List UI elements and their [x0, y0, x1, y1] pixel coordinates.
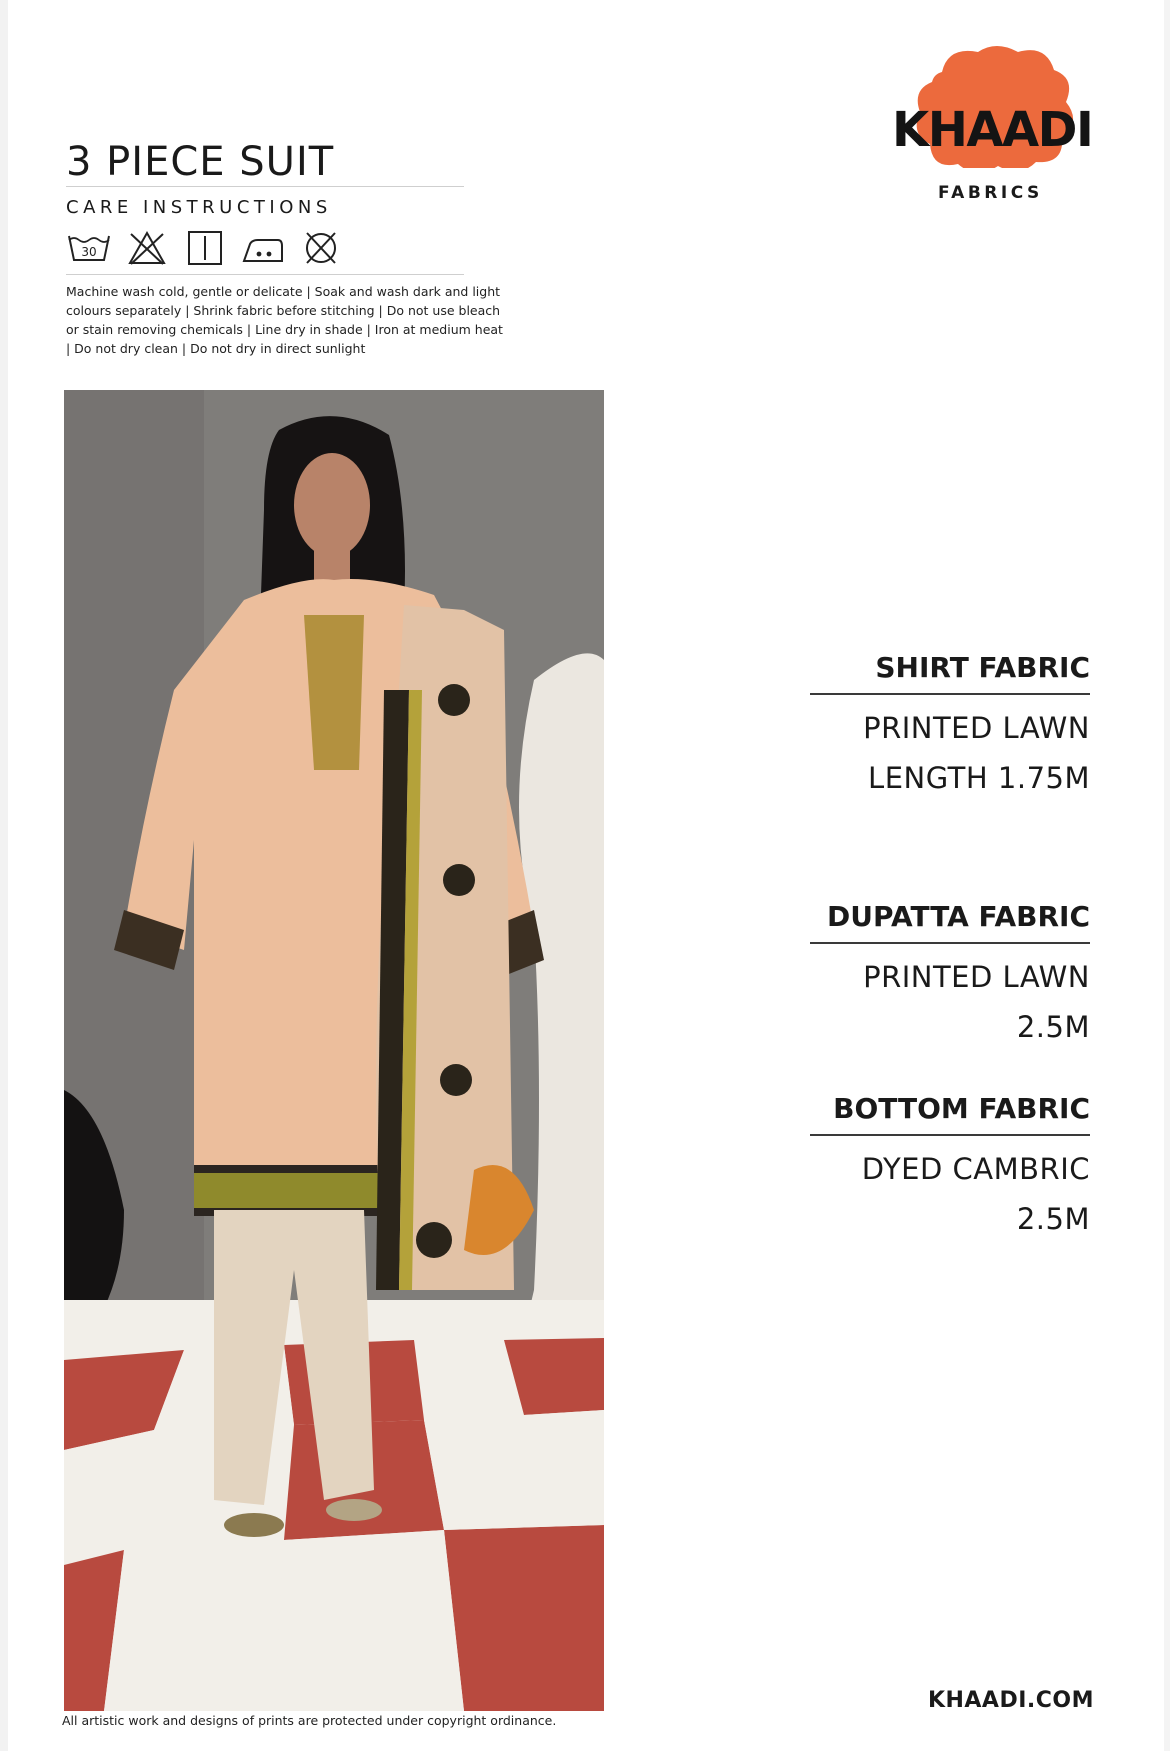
copyright-notice: All artistic work and designs of prints are protected under copyright ordinance. [62, 1713, 557, 1728]
bottom-fabric-heading: BOTTOM FABRIC [833, 1092, 1090, 1125]
brand-name: KHAADI [892, 102, 1093, 158]
page-edge [1164, 0, 1170, 1751]
no-bleach-icon [124, 228, 170, 268]
wash-30-icon [66, 228, 112, 268]
shirt-fabric-length: LENGTH 1.75M [868, 761, 1090, 795]
product-photo [64, 390, 604, 1711]
page-edge [0, 0, 8, 1751]
dupatta-fabric-type: PRINTED LAWN [863, 960, 1090, 994]
no-dry-clean-icon [298, 228, 344, 268]
divider [810, 1134, 1090, 1136]
care-instructions-text: Machine wash cold, gentle or delicate | Soak and wash dark and light colours separately | Shrink fabric before stitching | Do not use bleach or stain removing chemicals | Line dry in shade | Iron at medium heat | Do not dry clean | Do not dry in direct sunlight [66, 284, 503, 356]
divider [810, 693, 1090, 695]
dupatta-fabric-heading: DUPATTA FABRIC [827, 900, 1090, 933]
divider [66, 186, 464, 187]
bottom-fabric-spec [810, 1092, 1090, 1236]
shirt-fabric-type: PRINTED LAWN [863, 711, 1090, 745]
bottom-fabric-length: 2.5M [1016, 1202, 1090, 1236]
shirt-fabric-heading: SHIRT FABRIC [875, 651, 1090, 684]
wash-temp-label: 30 [81, 245, 97, 259]
brand-logo [886, 38, 1102, 168]
care-icons-row [66, 228, 344, 268]
care-instructions-heading: CARE INSTRUCTIONS [66, 197, 332, 218]
divider [810, 942, 1090, 944]
iron-medium-icon [240, 228, 286, 268]
bottom-fabric-type: DYED CAMBRIC [861, 1152, 1090, 1186]
shirt-fabric-spec [810, 651, 1090, 795]
dupatta-fabric-spec [810, 900, 1090, 1044]
divider [66, 274, 464, 275]
line-dry-icon [182, 228, 228, 268]
dupatta-fabric-length: 2.5M [1016, 1010, 1090, 1044]
product-title: 3 PIECE SUIT [66, 139, 335, 185]
website-link[interactable]: KHAADI.COM [927, 1688, 1094, 1713]
brand-subtitle: FABRICS [938, 183, 1043, 203]
